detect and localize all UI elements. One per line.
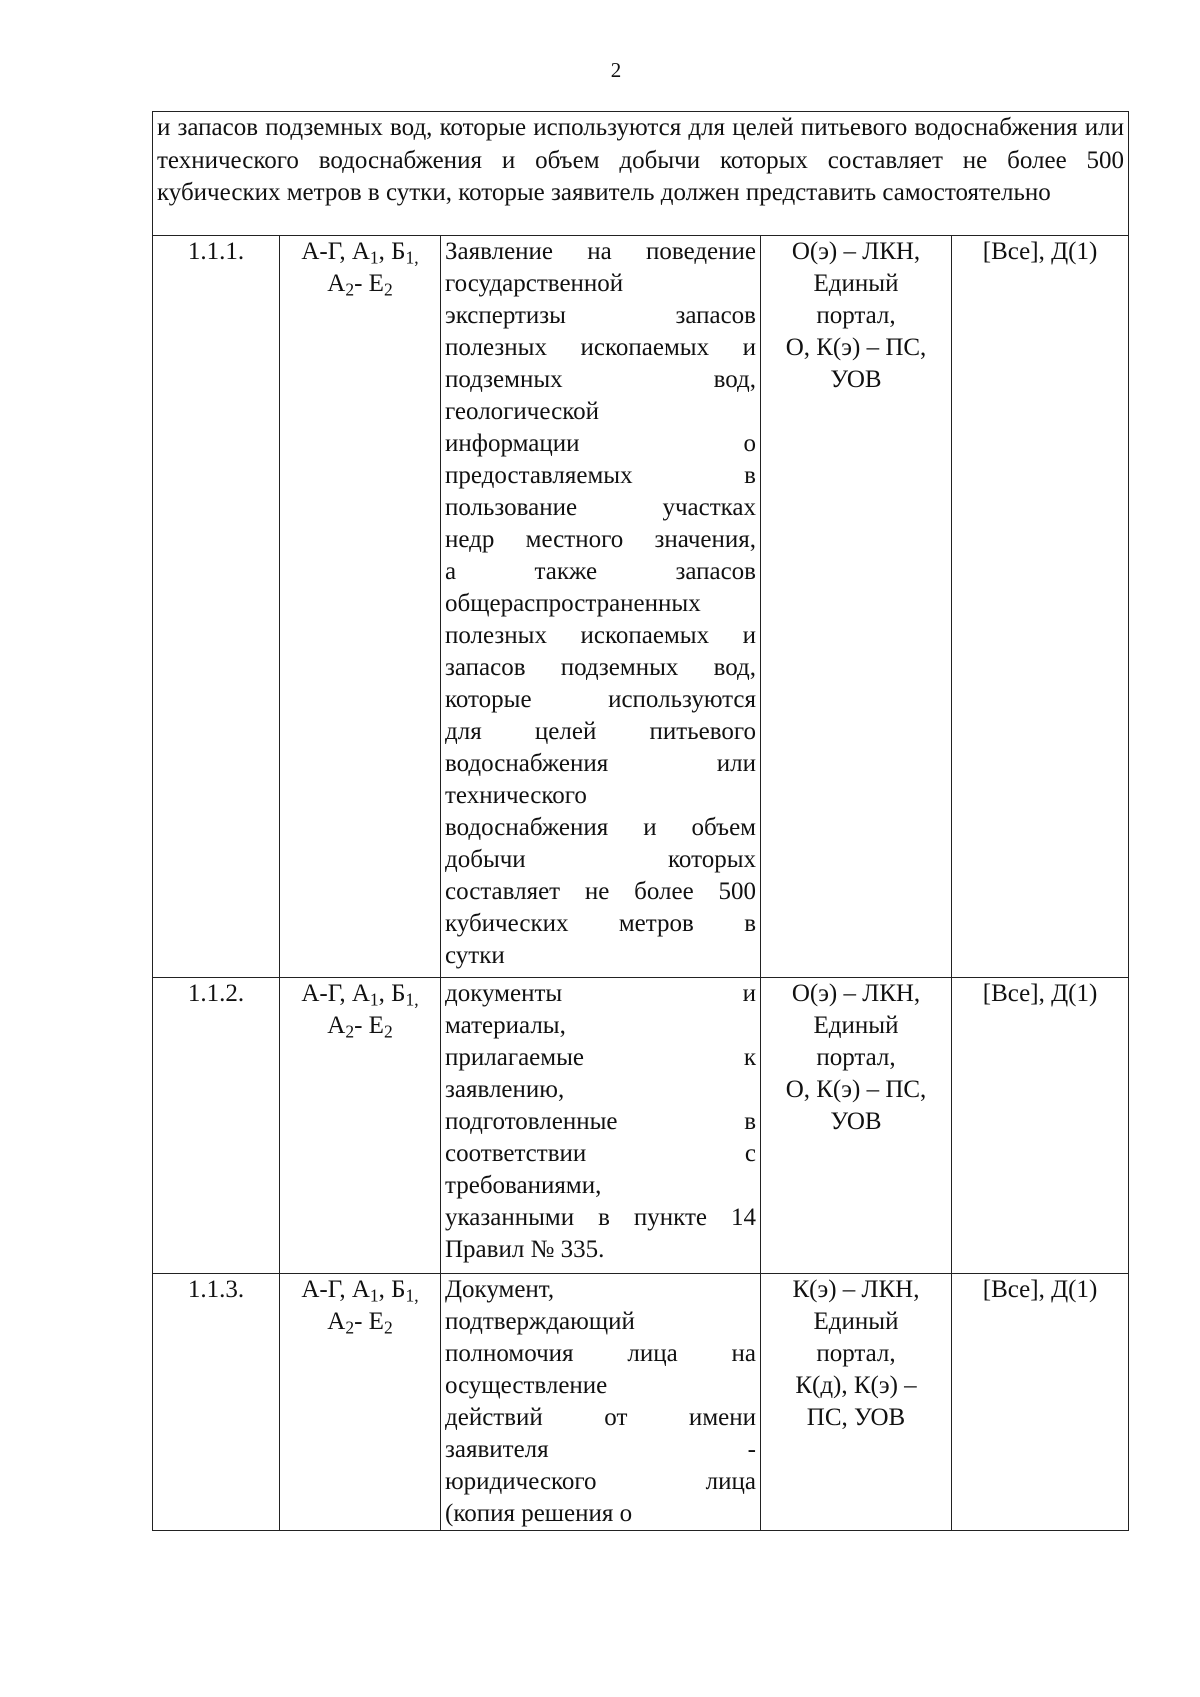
category-line <box>284 1274 436 1306</box>
description-line: общераспространенных <box>445 590 701 617</box>
description-line: государственной <box>445 270 624 297</box>
description-line: осуществление <box>445 1372 608 1399</box>
description-line: требованиями, <box>445 1172 602 1199</box>
form-line: О, К(э) – ПС, <box>785 334 927 361</box>
applicable-to: [Все], Д(1) <box>952 978 1129 1274</box>
description-line: юридического лица <box>445 1468 756 1495</box>
category-subscript: 1 <box>369 1285 379 1306</box>
description-line: полномочия лица на <box>445 1340 756 1367</box>
category-text: А <box>327 1012 346 1039</box>
category-subscript: 2 <box>383 279 393 300</box>
table-row <box>153 236 1129 978</box>
description-line: подземных вод, <box>445 366 756 393</box>
description-line: для целей питьевого <box>445 718 756 745</box>
description-line: добычи которых <box>445 846 756 873</box>
description-line: кубических метров в <box>445 910 756 937</box>
description-line: предоставляемых в <box>445 462 756 489</box>
table-row <box>153 1274 1129 1531</box>
description-line: технического <box>445 782 587 809</box>
applicable-to: [Все], Д(1) <box>952 236 1129 978</box>
form-line: Единый <box>813 1012 899 1039</box>
category-line <box>284 236 436 268</box>
item-number: 1.1.2. <box>153 978 280 1274</box>
item-number: 1.1.1. <box>153 236 280 978</box>
form-line: О, К(э) – ПС, <box>785 1076 927 1103</box>
category-text: , Б <box>378 238 406 265</box>
description-line: документы и <box>445 980 756 1007</box>
page-number: 2 <box>610 58 622 82</box>
description-line: полезных ископаемых и <box>445 334 756 361</box>
category-text: А-Г, А <box>301 980 370 1007</box>
intro-text: и запасов подземных вод, которые используются для целей питьевого водоснабжения или технического водоснабжения и объем добычи которых составляет не более 500 кубических метров в сутки, которые заявитель должен представить самостоятельно <box>153 112 1129 236</box>
item-number: 1.1.3. <box>153 1274 280 1531</box>
description-line: прилагаемые к <box>445 1044 756 1071</box>
document-description <box>441 978 761 1274</box>
category-text: А-Г, А <box>301 1276 370 1303</box>
description-line: которые используются <box>445 686 756 713</box>
table-row <box>153 978 1129 1274</box>
description-line: информации о <box>445 430 756 457</box>
description-line: водоснабжения или <box>445 750 756 777</box>
category-subscript: 2 <box>383 1317 393 1338</box>
form-line: УОВ <box>830 366 882 393</box>
applicable-to: [Все], Д(1) <box>952 1274 1129 1531</box>
description-line: Правил № 335. <box>445 1236 605 1263</box>
form-line: О(э) – ЛКН, <box>791 980 921 1007</box>
applicant-categories <box>280 1274 441 1531</box>
category-line <box>284 1010 436 1042</box>
category-text: А <box>327 270 346 297</box>
category-line <box>284 1306 436 1338</box>
category-subscript: 1 <box>369 989 379 1010</box>
form-line: Единый <box>813 1308 899 1335</box>
submission-form <box>761 1274 952 1531</box>
form-line: УОВ <box>830 1108 882 1135</box>
category-text: - Е <box>354 270 384 297</box>
description-line: водоснабжения и объем <box>445 814 756 841</box>
category-subscript: 1, <box>405 1285 419 1306</box>
description-line: заявителя - <box>445 1436 756 1463</box>
submission-form <box>761 978 952 1274</box>
description-line: недр местного значения, <box>445 526 756 553</box>
category-subscript: 2 <box>345 1021 355 1042</box>
category-subscript: 1, <box>405 989 419 1010</box>
requirements-table <box>152 111 1129 1531</box>
description-line: геологической <box>445 398 599 425</box>
document-description <box>441 1274 761 1531</box>
category-subscript: 2 <box>345 279 355 300</box>
description-line: действий от имени <box>445 1404 756 1431</box>
category-line <box>284 978 436 1010</box>
form-line: портал, <box>816 1340 896 1367</box>
category-subscript: 1, <box>405 247 419 268</box>
form-line: К(э) – ЛКН, <box>792 1276 920 1303</box>
description-line: сутки <box>445 942 505 969</box>
category-text: , Б <box>378 1276 406 1303</box>
form-line: К(д), К(э) – <box>795 1372 917 1399</box>
description-line: полезных ископаемых и <box>445 622 756 649</box>
description-line: пользование участках <box>445 494 756 521</box>
category-subscript: 2 <box>383 1021 393 1042</box>
category-text: , Б <box>378 980 406 1007</box>
description-line: запасов подземных вод, <box>445 654 756 681</box>
applicant-categories <box>280 978 441 1274</box>
description-line: Документ, <box>445 1276 555 1303</box>
description-line: указанными в пункте 14 <box>445 1204 756 1231</box>
description-line: экспертизы запасов <box>445 302 756 329</box>
submission-form <box>761 236 952 978</box>
category-subscript: 1 <box>369 247 379 268</box>
category-subscript: 2 <box>345 1317 355 1338</box>
description-line: заявлению, <box>445 1076 565 1103</box>
description-line: подтверждающий <box>445 1308 635 1335</box>
form-line: портал, <box>816 302 896 329</box>
category-text: А-Г, А <box>301 238 370 265</box>
description-line: соответствии с <box>445 1140 756 1167</box>
form-line: ПС, УОВ <box>806 1404 906 1431</box>
description-line: Заявление на поведение <box>445 238 756 265</box>
description-line: составляет не более 500 <box>445 878 756 905</box>
category-text: А <box>327 1308 346 1335</box>
category-line <box>284 268 436 300</box>
description-line: подготовленные в <box>445 1108 756 1135</box>
description-line: (копия решения о <box>445 1500 633 1527</box>
form-line: О(э) – ЛКН, <box>791 238 921 265</box>
category-text: - Е <box>354 1308 384 1335</box>
form-line: Единый <box>813 270 899 297</box>
category-text: - Е <box>354 1012 384 1039</box>
description-line: материалы, <box>445 1012 566 1039</box>
document-description <box>441 236 761 978</box>
applicant-categories <box>280 236 441 978</box>
intro-row <box>153 112 1129 236</box>
description-line: а также запасов <box>445 558 756 585</box>
form-line: портал, <box>816 1044 896 1071</box>
